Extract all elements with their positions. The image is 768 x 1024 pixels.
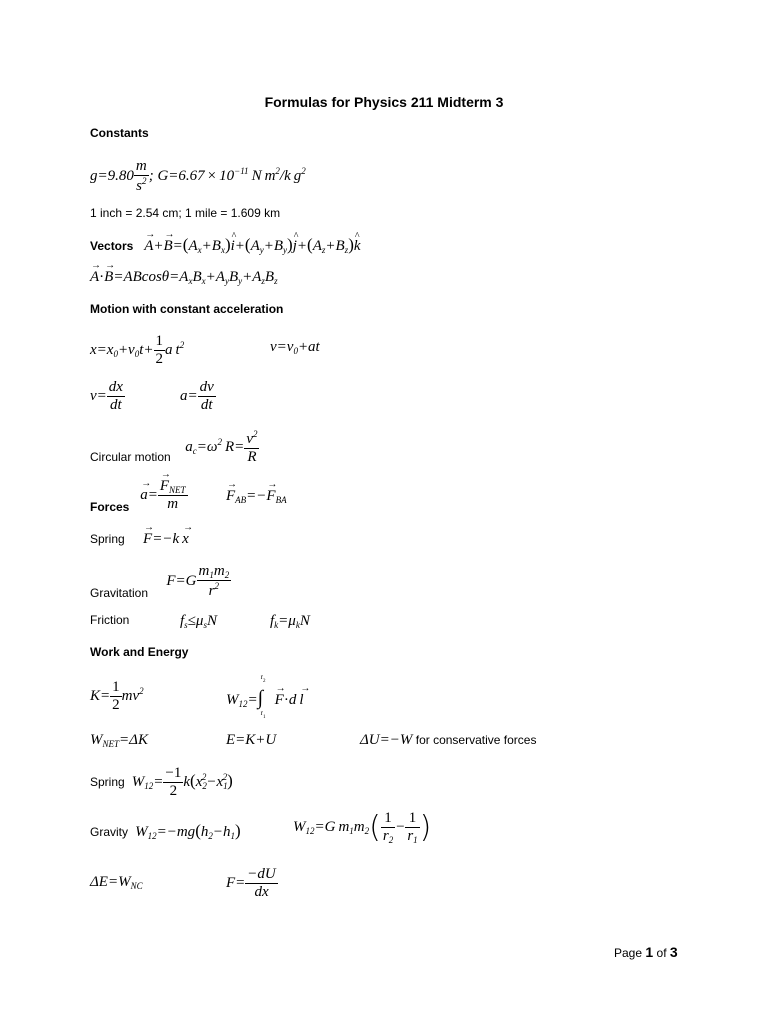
label-friction: Friction [90,613,130,627]
label-gravitation: Gravitation [90,586,149,601]
label-spring: Spring [90,532,125,546]
formula-work-integral: $W_{12}=$ $r_2$ ∫ $r_1$ → F·d → l [226,688,304,709]
spring-row [90,532,189,547]
formula-work-energy-theorem: $W_{NET}=\Delta K$ [90,732,148,749]
section-constants: Constants [90,126,149,140]
section-motion: Motion with constant acceleration [90,302,284,316]
formula-newton-second: → a= → $\frac{F_{NET}}{m}$ [133,487,188,503]
page-number [614,944,678,960]
label-circular: Circular motion [90,450,171,465]
section-forces: Forces [90,500,130,515]
gravitation-row [90,563,231,601]
spring-work-row [90,765,233,801]
unit-conversions: 1 inch = 2.54 cm; 1 mile = 1.609 km [90,206,281,220]
formula-gravity-work-universal: $W_{12}=G$ $m_1m_2$( $\frac{1}{r_2}$ − $\frac{1}{r_1}$ ) [293,809,432,846]
formula-gravitation: F=G $\frac{m_1m_2}{r^2}$ [151,563,230,600]
page-of-label: of [656,946,667,960]
label-spring-work: Spring [90,775,125,790]
page-label: Page [614,946,643,960]
formula-a-derivative: a= $\frac{dv}{dt}$ [180,379,214,414]
page-total: 3 [669,944,678,960]
formula-kinetic-friction: $f_k=\mu_kN$ [270,613,310,630]
potential-work-row [360,733,536,748]
formula-newton-third: → $F_{AB}=-\to F_{BA}$ [226,489,287,505]
page-title: Formulas for Physics 211 Midterm 3 [264,94,504,110]
formula-position: $x=x_0+v_0t+$ $\frac{1}{2}$ a $t^2$ [90,333,185,368]
formula-gravity-work-near-earth: $W_{12}=-mg(h_2-h_1)$ [131,821,241,841]
formula-total-energy: E=K+U [226,732,277,748]
formula-vector-sum: → $A+\to B=(A_x+B_x)\^{}$ $i+(A_y+B_y)\^{}$ $j+(A_z+B_z)\^{}$ k [137,238,361,254]
section-vectors: Vectors [90,239,134,253]
formula-velocity: $v=v_0+at$ [270,339,320,356]
formula-static-friction: $f_s\le\mu_sN$ [180,613,217,630]
page-current: 1 [645,944,654,960]
formula-spring-work: $W_{12}=$ $\frac{-1}{2}$ $k(x_2^2-x_1^2)$ [128,765,233,800]
label-gravity-work: Gravity [90,825,129,839]
section-work-energy: Work and Energy [90,645,189,659]
formula-centripetal: $a_c=\omega^2$ R= $\frac{v^2}{R}$ [174,429,258,466]
gravity-work-row [90,822,241,841]
circular-row [90,429,259,467]
formula-dot-product: → $A\cdot\to B=ABcos\theta=A_xB_x+A_yB_y+A_zB_z$ [90,270,278,286]
formula-potential-work: ΔU=−W [360,732,413,748]
friction-row [90,614,129,626]
formula-force-from-potential: F= $\frac{-dU}{dx}$ [226,866,276,901]
formula-kinetic-energy: K= $\frac{1}{2}$ $mv^2$ [90,679,144,714]
forces-row [90,478,188,514]
formula-v-derivative: v= $\frac{dx}{dt}$ [90,379,123,414]
formula-hooke: → F=−k → x [128,531,189,547]
label-conservative: for conservative forces [415,733,537,747]
formula-constants: g=9.80 $\frac{m}{s^2}$ ; $G=6.67 \times 10^{-11}$ N $m^2/k$ $g^2$ [90,158,306,195]
formula-energy-nonconservative: $\Delta E=W_{NC}$ [90,874,143,891]
vectors-row [90,236,361,255]
